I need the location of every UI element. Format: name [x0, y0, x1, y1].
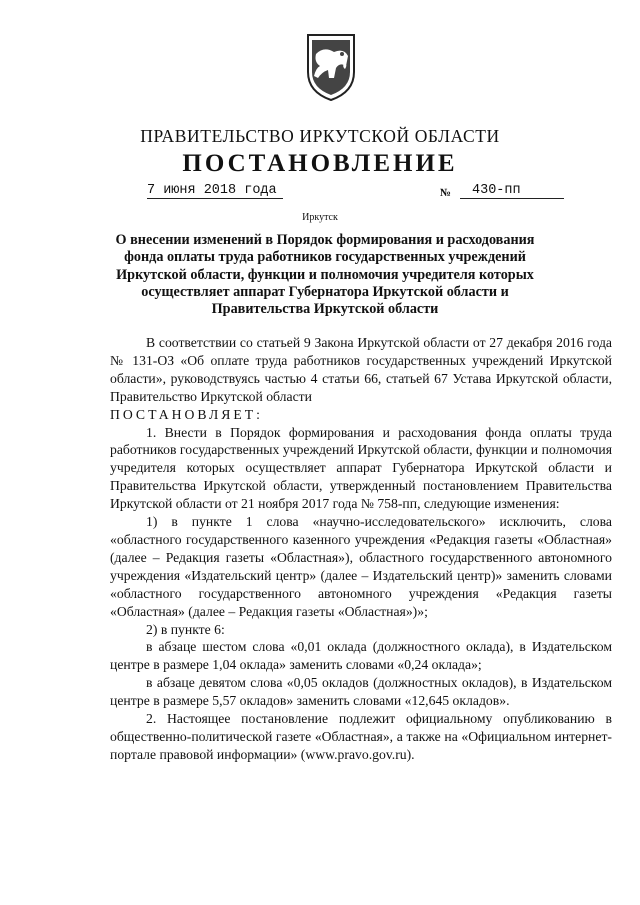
item-1-2-b-paragraph: в абзаце девятом слова «0,05 окладов (должностных окладов), в Издательском центре в размере 5,57 окладов» заменить словами «12,645 окладов». [110, 675, 612, 709]
city: Иркутск [302, 212, 338, 223]
government-name: ПРАВИТЕЛЬСТВО ИРКУТСКОЙ ОБЛАСТИ [140, 126, 500, 146]
document-body [110, 334, 612, 764]
document-date: 7 июня 2018 года [147, 183, 283, 199]
item-1-1-paragraph: 1) в пункте 1 слова «научно-исследовательского» исключить, слова «областного государственного казенного учреждения «Редакция газеты «Областная» (далее – Редакция газеты «Областная»), областного государственного автономного учреждения «Издательский центр» (далее – Издательский центр)» заменить словами «областного государственного автономного учреждения «Редакция газеты «Областная» (далее – Редакция газеты «Областная»)»; [110, 514, 612, 619]
document-number: 430-пп [460, 183, 564, 199]
item-2-paragraph: 2. Настоящее постановление подлежит официальному опубликованию в общественно-политической газете «Областная», а также на «Официальном интернет-портале правовой информации» (www.pravo.gov.ru). [110, 711, 612, 762]
decree-word: ПОСТАНОВЛЯЕТ: [110, 406, 263, 422]
item-1-2-a-paragraph: в абзаце шестом слова «0,01 оклада (должностного оклада), в Издательском центре в размере 1,04 оклада» заменить словами «0,24 оклада»; [110, 639, 612, 673]
item-1-paragraph: 1. Внести в Порядок формирования и расходования фонда оплаты труда работников государственных учреждений Иркутской области, функции и полномочия учредителя которых осуществляет аппарат Губернатора Иркутской области и Правительства Иркутской области, утвержденный постановлением Правительства Иркутской области от 21 ноября 2017 года № 758-пп, следующие изменения: [110, 424, 612, 512]
preamble-paragraph: В соответствии со статьей 9 Закона Иркутской области от 27 декабря 2016 года № 131-ОЗ «Об оплате труда работников государственных учреждений Иркутской области», руководствуясь частью 4 статьи 66, статьей 67 Устава Иркутской области, Правительство Иркутской области [110, 335, 612, 404]
coat-of-arms-icon [304, 32, 358, 102]
item-1-2-paragraph: 2) в пункте 6: [146, 621, 225, 637]
document-title: О внесении изменений в Порядок формирования и расходования фонда оплаты труда работников государственных учреждений Иркутской области, функции и полномочия учредителя которых осуществляет аппарат Губернатора Иркутской области и Правительства Иркутской области [115, 232, 535, 318]
document-type: ПОСТАНОВЛЕНИЕ [182, 150, 458, 177]
number-label: № [440, 187, 452, 199]
